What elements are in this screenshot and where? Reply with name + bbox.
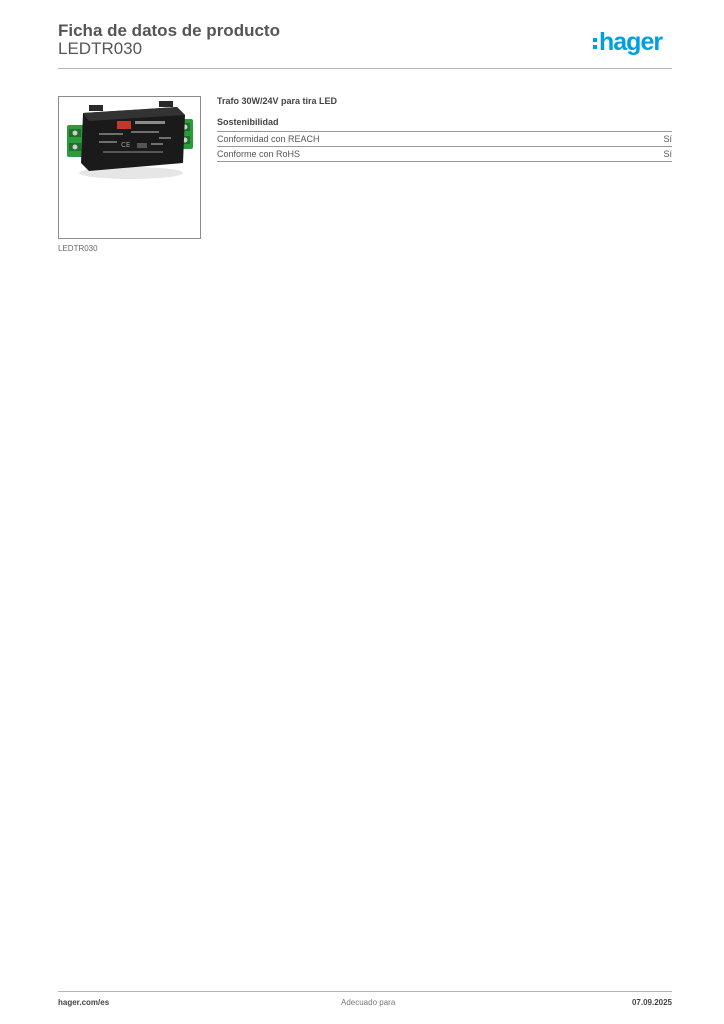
footer-website: hager.com/es <box>58 998 110 1007</box>
product-image <box>58 96 201 239</box>
logo-text: hager <box>599 28 663 56</box>
header-divider <box>58 68 672 69</box>
spec-label: Conforme con RoHS <box>217 149 301 159</box>
spec-table-sustainability <box>217 131 672 162</box>
led-driver-image-icon <box>59 97 200 238</box>
spec-value: Sí <box>663 134 672 144</box>
footer-note: Adecuado para <box>341 998 396 1007</box>
product-name: Trafo 30W/24V para tira LED <box>217 96 338 106</box>
svg-text:CE: CE <box>121 141 131 149</box>
spec-value: Sí <box>663 149 672 159</box>
logo-dots-icon <box>593 38 597 49</box>
table-row <box>217 132 672 147</box>
product-reference: LEDTR030 <box>58 39 143 58</box>
hager-logo <box>593 27 662 57</box>
section-title-sustainability: Sostenibilidad <box>217 117 279 127</box>
page-title: Ficha de datos de producto <box>58 21 280 40</box>
table-row <box>217 147 672 162</box>
footer-divider <box>58 991 672 992</box>
product-image-caption: LEDTR030 <box>58 244 98 253</box>
footer-date: 07.09.2025 <box>631 998 672 1007</box>
spec-label: Conformidad con REACH <box>217 134 320 144</box>
